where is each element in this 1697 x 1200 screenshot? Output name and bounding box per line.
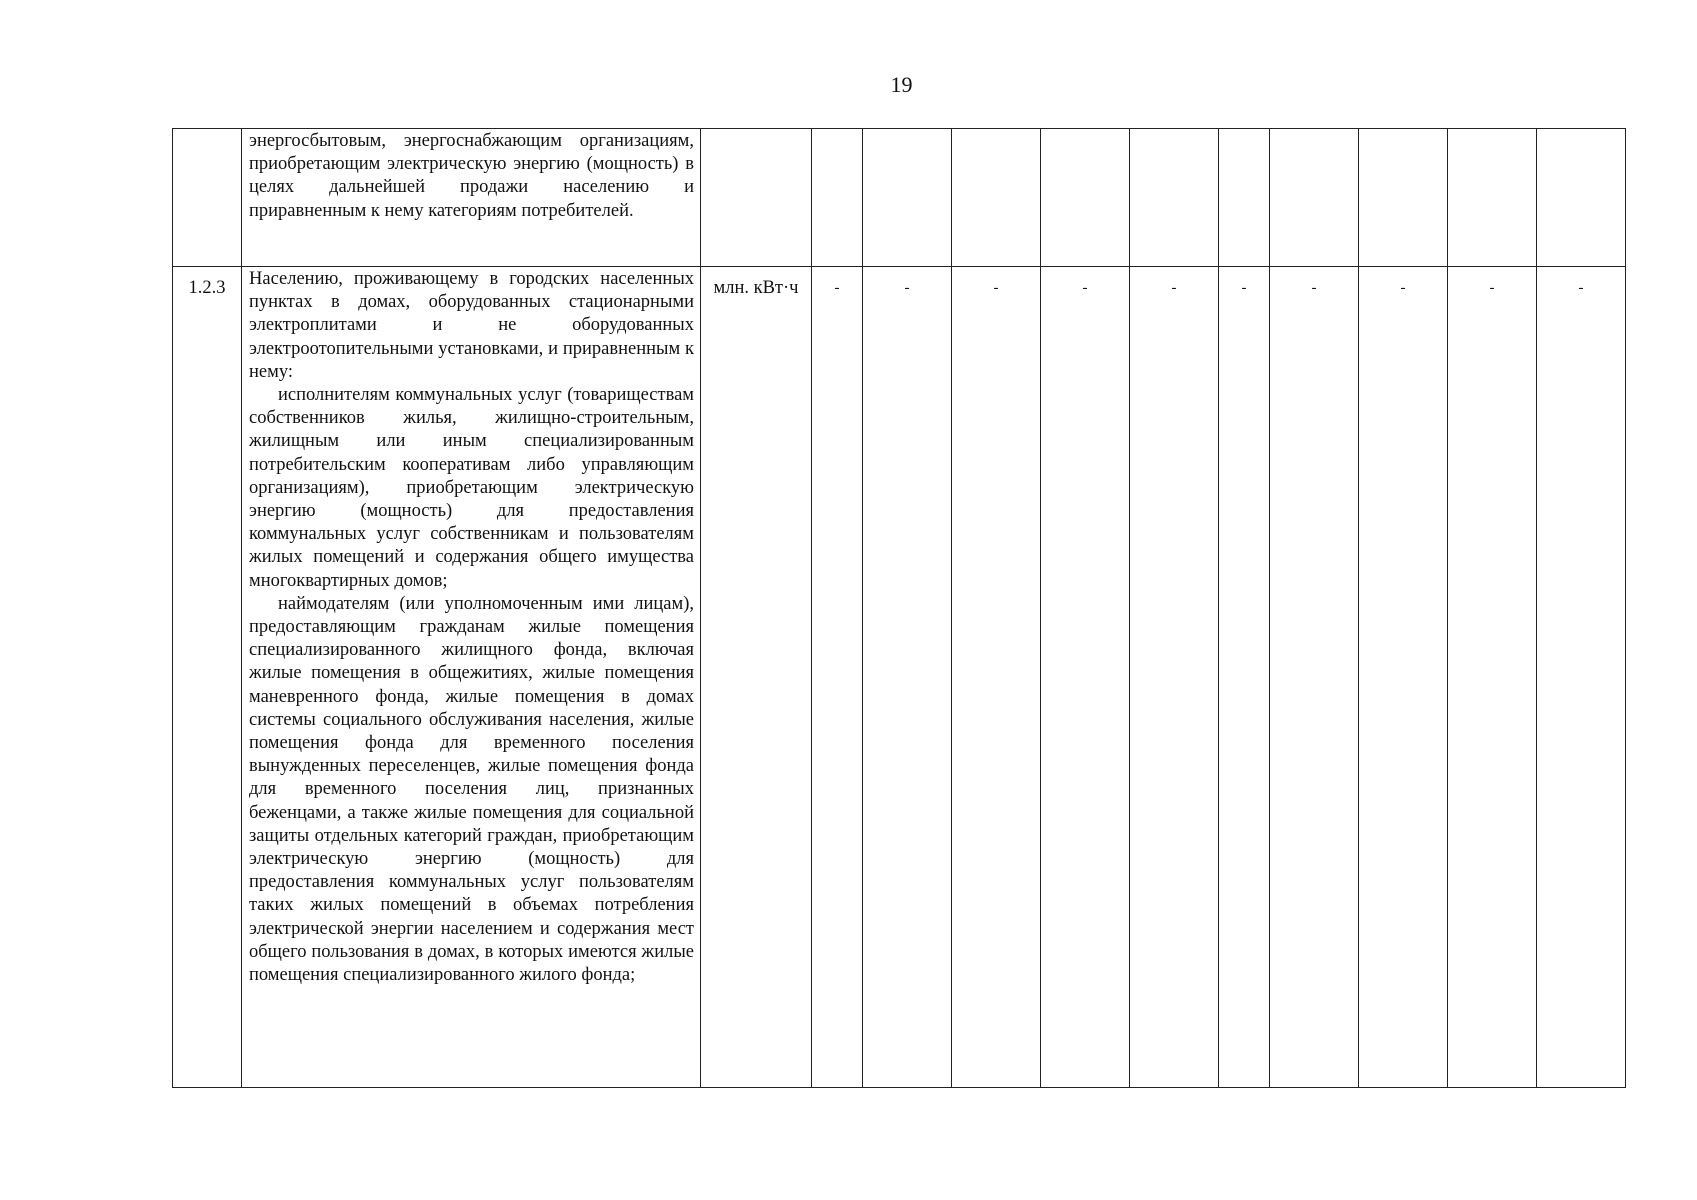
value-cell: - xyxy=(1359,267,1448,1088)
value-cell xyxy=(812,129,863,267)
row-number-cell xyxy=(173,129,242,267)
value-cell xyxy=(1537,129,1626,267)
value-cell xyxy=(952,129,1041,267)
value-cell: - xyxy=(1270,267,1359,1088)
description-paragraph: исполнителям коммунальных услуг (товариществам собственников жилья, жилищно-строительным, жилищным или иным специализированным потребительским кооперативам либо управляющим организациям), приобретающим электрическую энергию (мощность) для предоставления коммунальных услуг собственникам и пользователям жилых помещений и содержания общего имущества многоквартирных домов; xyxy=(249,385,694,591)
value-cell: - xyxy=(1130,267,1219,1088)
value-cell xyxy=(1130,129,1219,267)
value-cell: - xyxy=(863,267,952,1088)
value-cell: - xyxy=(1041,267,1130,1088)
description-paragraph: наймодателям (или уполномоченным ими лицам), предоставляющим гражданам жилые помещения специализированного жилищного фонда, включая жилые помещения в общежитиях, жилые помещения маневренного фонда, жилые помещения в домах системы социального обслуживания населения, жилые помещения фонда для временного поселения вынужденных переселенцев, жилые помещения фонда для временного поселения лиц, признанных беженцами, а также жилые помещения для социальной защиты отдельных категорий граждан, приобретающим электрическую энергию (мощность) для предоставления коммунальных услуг пользователям таких жилых помещений в объемах потребления электрической энергии населением и содержания мест общего пользования в домах, в которых имеются жилые помещения специализированного жилого фонда; xyxy=(249,593,694,986)
table-row xyxy=(173,267,1626,1088)
value-cell xyxy=(1219,129,1270,267)
description-cell xyxy=(242,267,701,1088)
data-table xyxy=(172,128,1626,1088)
value-cell xyxy=(863,129,952,267)
value-cell xyxy=(1041,129,1130,267)
description-cell xyxy=(242,129,701,267)
table-row xyxy=(173,129,1626,267)
description-paragraph: Населению, проживающему в городских населенных пунктах в домах, оборудованных стационарными электроплитами и не оборудованных электроотопительными установками, и приравненным к нему: xyxy=(249,269,694,382)
value-cell: - xyxy=(1537,267,1626,1088)
row-number-cell: 1.2.3 xyxy=(173,267,242,1088)
value-cell: - xyxy=(952,267,1041,1088)
value-cell: - xyxy=(1219,267,1270,1088)
value-cell xyxy=(1448,129,1537,267)
value-cell: - xyxy=(812,267,863,1088)
value-cell xyxy=(1270,129,1359,267)
unit-cell: млн. кВт·ч xyxy=(701,267,812,1088)
table-body xyxy=(173,129,1626,1088)
value-cell xyxy=(1359,129,1448,267)
description-paragraph: энергосбытовым, энергоснабжающим организациям, приобретающим электрическую энергию (мощность) в целях дальнейшей продажи населению и приравненным к нему категориям потребителей. xyxy=(249,131,694,221)
value-cell: - xyxy=(1448,267,1537,1088)
unit-cell xyxy=(701,129,812,267)
page-number: 19 xyxy=(890,72,913,97)
